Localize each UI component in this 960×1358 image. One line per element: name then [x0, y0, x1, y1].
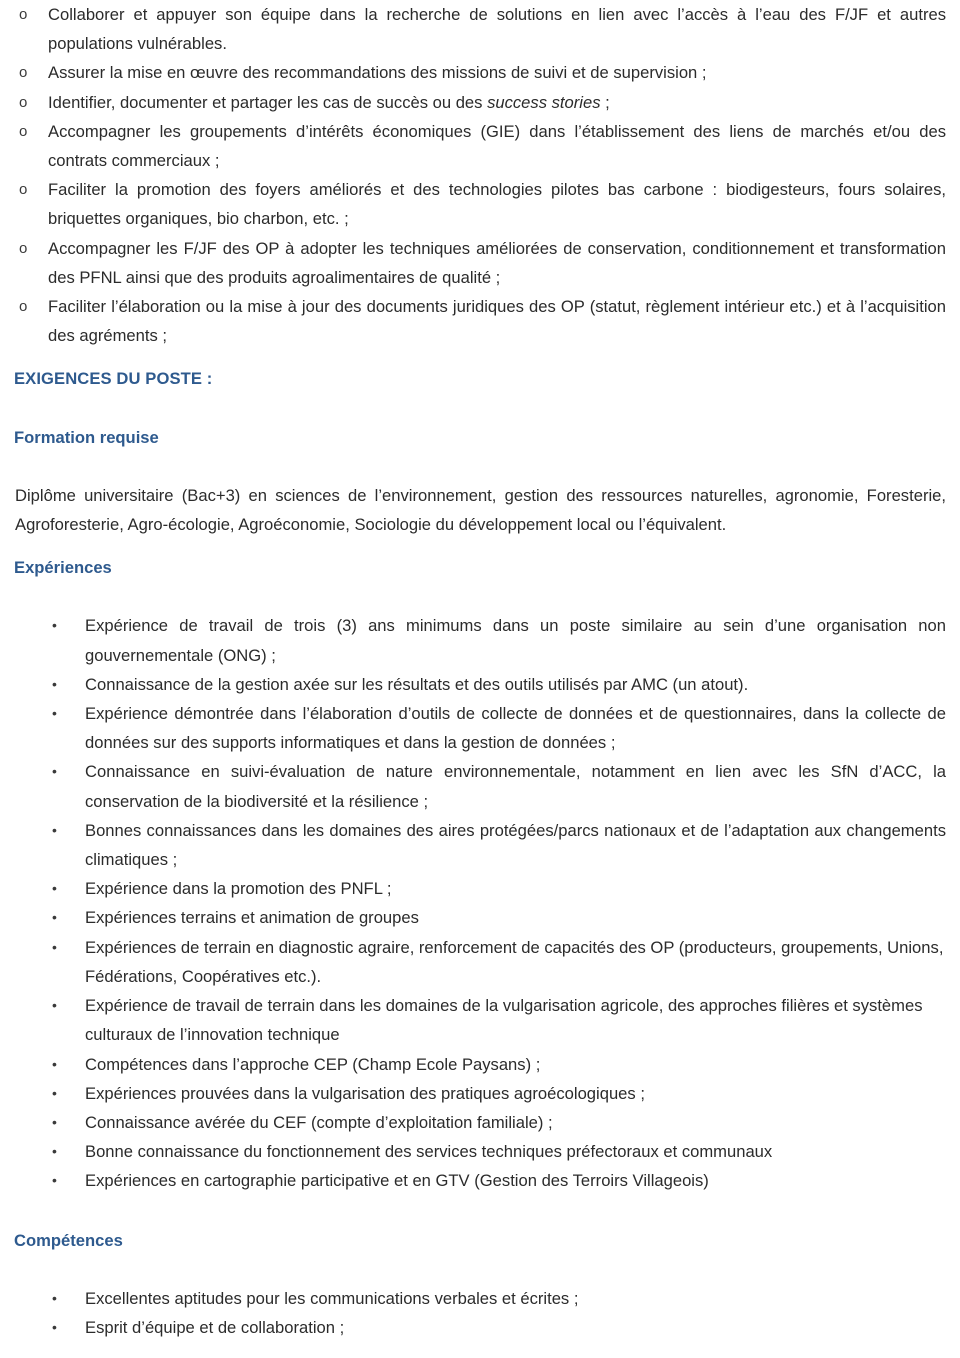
dot-bullet-icon: • — [52, 1289, 57, 1306]
list-item — [0, 757, 960, 815]
list-item-text: Expérience de travail de terrain dans les domaines de la vulgarisation agricole, des approches filières et systèmes culturaux de l’innovation technique — [85, 996, 923, 1045]
list-item — [0, 292, 960, 350]
list-item-text: Expérience de travail de trois (3) ans minimums dans un poste similaire au sein d’une organisation non gouvernementale (ONG) ; — [85, 616, 946, 665]
list-item-text: Expériences terrains et animation de groupes — [85, 908, 419, 928]
list-item — [0, 1284, 960, 1313]
dot-bullet-icon: • — [52, 617, 57, 634]
dot-bullet-icon: • — [52, 675, 57, 692]
list-item — [0, 1313, 960, 1342]
list-item-text: Expériences de terrain en diagnostic agraire, renforcement de capacités des OP (producteurs, groupements, Unions, Fédérations, Coopératives etc.). — [85, 937, 944, 986]
list-item — [0, 1166, 960, 1195]
list-item-text: Esprit d’équipe et de collaboration ; — [85, 1317, 345, 1337]
requirements-heading: EXIGENCES DU POSTE : — [14, 369, 213, 389]
list-item — [0, 234, 960, 292]
list-item-text: Expériences prouvées dans la vulgarisation des pratiques agroécologiques ; — [85, 1083, 645, 1103]
dot-bullet-icon: • — [52, 1318, 57, 1335]
list-item-text: Connaissance de la gestion axée sur les résultats et des outils utilisés par AMC (un atout). — [85, 674, 749, 694]
list-item-text: Expérience dans la promotion des PNFL ; — [85, 879, 392, 899]
list-item-text: Bonnes connaissances dans les domaines des aires protégées/parcs nationaux et de l’adaptation aux changements climatiques ; — [85, 820, 946, 870]
dot-bullet-icon: • — [52, 1113, 57, 1130]
dot-bullet-icon: • — [52, 1172, 57, 1189]
dot-bullet-icon: • — [52, 997, 57, 1014]
circle-bullet-icon: o — [19, 239, 28, 257]
circle-bullet-icon: o — [19, 6, 28, 23]
list-item — [0, 1050, 960, 1079]
dot-bullet-icon: • — [52, 821, 57, 838]
list-item-text: Excellentes aptitudes pour les communications verbales et écrites ; — [85, 1288, 579, 1308]
list-item-text: Accompagner les F/JF des OP à adopter les techniques améliorées de conservation, conditionnement et transformation des PFNL ainsi que des produits agroalimentaires de qualité ; — [48, 238, 946, 287]
list-item — [0, 933, 960, 991]
dot-bullet-icon: • — [52, 880, 57, 897]
list-item — [0, 0, 960, 58]
list-item-text-suffix: ; — [600, 92, 610, 112]
dot-bullet-icon: • — [52, 938, 57, 955]
list-item — [0, 699, 960, 757]
list-item — [0, 1137, 960, 1166]
skills-list — [0, 1284, 960, 1342]
responsibilities-list — [0, 0, 960, 350]
list-item-text: Bonne connaissance du fonctionnement des services techniques préfectoraux et communaux — [85, 1142, 773, 1162]
list-item-text-italic: success stories — [487, 92, 601, 112]
list-item — [0, 903, 960, 932]
list-item — [0, 1079, 960, 1108]
dot-bullet-icon: • — [52, 909, 57, 926]
education-heading: Formation requise — [14, 427, 159, 447]
circle-bullet-icon: o — [19, 181, 28, 199]
dot-bullet-icon: • — [52, 705, 57, 722]
list-item — [0, 874, 960, 903]
list-item — [0, 1108, 960, 1137]
list-item-text-prefix: Identifier, documenter et partager les cas de succès ou des — [48, 92, 488, 112]
list-item-text: Faciliter la promotion des foyers améliorés et des technologies pilotes bas carbone : biodigesteurs, fours solaires, briquettes organiques, bio charbon, etc. ; — [48, 180, 946, 229]
list-item-text: Connaissance en suivi-évaluation de nature environnementale, notamment en lien avec les SfN d’ACC, la conservation de la biodiversité et la résilience ; — [85, 762, 946, 811]
education-paragraph: Diplôme universitaire (Bac+3) en sciences de l’environnement, gestion des ressources naturelles, agronomie, Foresterie, Agroforesterie, Agro-écologie, Agroéconomie, Sociologie du développement local ou l’équivalent. — [15, 485, 946, 535]
list-item — [0, 58, 960, 87]
list-item-text: Expérience démontrée dans l’élaboration d’outils de collecte de données et de questionnaires, dans la collecte de données sur des supports informatiques et dans la gestion de données ; — [85, 704, 946, 753]
list-item — [0, 88, 960, 117]
list-item-text: Compétences dans l’approche CEP (Champ Ecole Paysans) ; — [85, 1054, 541, 1074]
circle-bullet-icon: o — [19, 64, 28, 82]
dot-bullet-icon: • — [52, 1084, 57, 1101]
list-item-text: Connaissance avérée du CEF (compte d’exploitation familiale) ; — [85, 1112, 553, 1132]
dot-bullet-icon: • — [52, 1143, 57, 1160]
skills-heading: Compétences — [14, 1230, 123, 1250]
experience-heading: Expériences — [14, 558, 112, 578]
list-item — [0, 611, 960, 669]
circle-bullet-icon: o — [19, 122, 28, 140]
circle-bullet-icon: o — [19, 298, 28, 316]
circle-bullet-icon: o — [19, 93, 28, 111]
list-item-text: Expériences en cartographie participative et en GTV (Gestion des Terroirs Villageois) — [85, 1171, 709, 1191]
list-item-text: Collaborer et appuyer son équipe dans la recherche de solutions en lien avec l’accès à l’eau des F/JF et autres populations vulnérables. — [48, 5, 946, 54]
list-item-text: Assurer la mise en œuvre des recommandations des missions de suivi et de supervision ; — [48, 63, 707, 83]
list-item — [0, 117, 960, 175]
list-item-text: Faciliter l’élaboration ou la mise à jour des documents juridiques des OP (statut, règlement intérieur etc.) et à l’acquisition des agréments ; — [48, 297, 946, 346]
list-item-text: Accompagner les groupements d’intérêts économiques (GIE) dans l’établissement des liens de marchés et/ou des contrats commerciaux ; — [48, 121, 946, 171]
dot-bullet-icon: • — [52, 1055, 57, 1072]
dot-bullet-icon: • — [52, 763, 57, 780]
list-item — [0, 175, 960, 233]
experience-list — [0, 611, 960, 1195]
list-item — [0, 991, 960, 1049]
list-item — [0, 670, 960, 699]
list-item — [0, 816, 960, 874]
